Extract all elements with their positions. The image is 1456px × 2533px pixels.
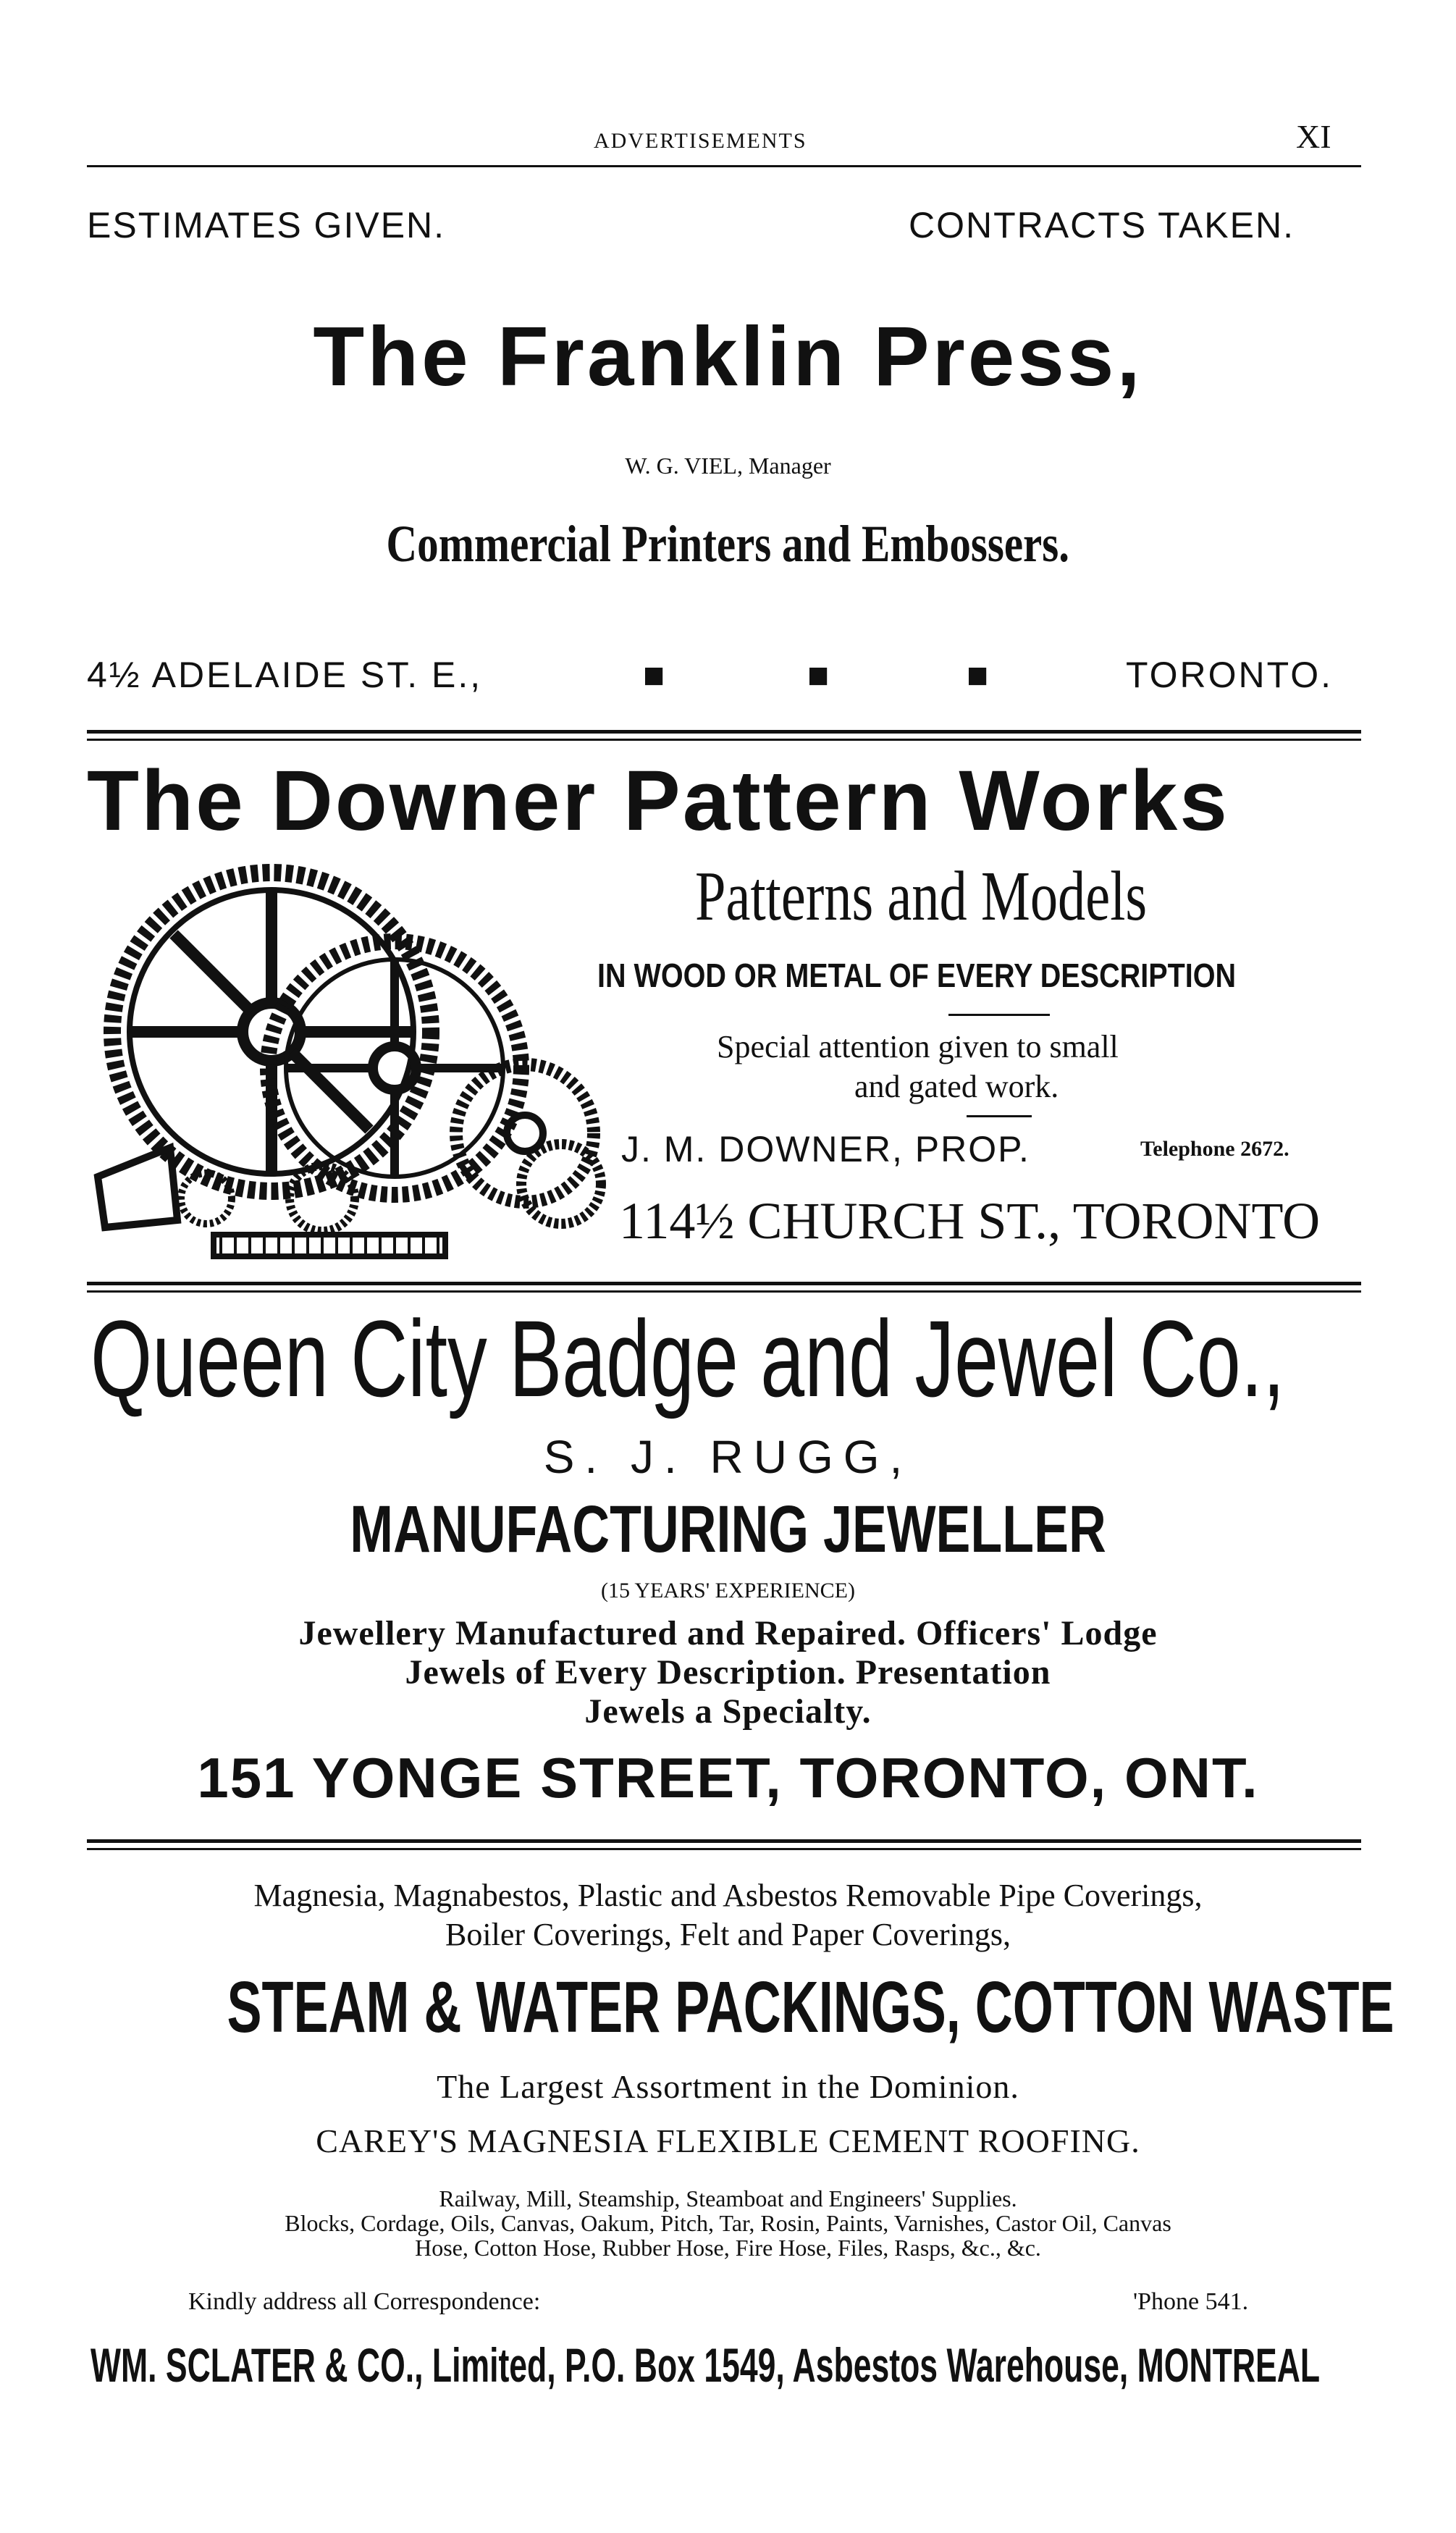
sclater-phone: 'Phone 541. — [1133, 2288, 1249, 2315]
queen-trade-text: MANUFACTURING JEWELLER — [350, 1492, 1106, 1566]
sclater-footer-text: WM. SCLATER & CO., Limited, P.O. Box 1549, Asbestos Warehouse, MONTREAL — [91, 2338, 1321, 2392]
contracts-taken: CONTRACTS TAKEN. — [909, 205, 1295, 245]
sclater-footer — [91, 2337, 1456, 2393]
divider-rule — [87, 730, 1361, 734]
queen-description-line: Jewels a Specialty. — [584, 1692, 872, 1731]
sclater-correspondence: Kindly address all Correspondence: — [188, 2288, 541, 2315]
divider-rule — [87, 739, 1361, 741]
queen-city-title — [91, 1296, 1456, 1421]
franklin-manager: W. G. VIEL, Manager — [625, 453, 831, 479]
sclater-headline-text: STEAM & WATER PACKINGS, COTTON WASTE — [227, 1967, 1394, 2048]
page-number: XI — [1296, 118, 1331, 155]
downer-patterns-models-text: Patterns and Models — [695, 857, 1148, 936]
divider-rule — [87, 1848, 1361, 1850]
divider-rule — [87, 1839, 1361, 1843]
franklin-city: TORONTO. — [1126, 655, 1334, 695]
franklin-trade-text: Commercial Printers and Embossers. — [386, 515, 1070, 573]
downer-short-rule — [948, 1014, 1050, 1016]
queen-experience: (15 YEARS' EXPERIENCE) — [601, 1579, 855, 1602]
downer-materials-text: IN WOOD OR METAL OF EVERY DESCRIPTION — [597, 957, 1237, 994]
franklin-dots: ■ — [807, 655, 830, 695]
downer-patterns-models — [695, 856, 1274, 937]
queen-owner: S. J. RUGG, — [543, 1431, 913, 1483]
queen-city-title-text: Queen City Badge and Jewel Co., — [91, 1298, 1285, 1419]
franklin-dots: ■ — [967, 655, 989, 695]
downer-short-rule — [967, 1115, 1032, 1117]
divider-rule — [87, 1282, 1361, 1285]
downer-materials — [597, 956, 1340, 995]
downer-special-attention: Special attention given to small — [717, 1029, 1119, 1064]
header-rule — [87, 165, 1361, 167]
sclater-supplies-line: Railway, Mill, Steamship, Steamboat and Engineers' Supplies. — [439, 2185, 1017, 2211]
queen-address: 151 YONGE STREET, TORONTO, ONT. — [197, 1746, 1259, 1810]
sclater-headline — [0, 1966, 1456, 2049]
franklin-dots: ■ — [643, 655, 665, 695]
franklin-trade — [0, 514, 1456, 574]
downer-address: 114½ CHURCH ST., TORONTO — [619, 1192, 1321, 1250]
sclater-coverings-line: Boiler Coverings, Felt and Paper Coverings, — [445, 1917, 1011, 1952]
sclater-assortment: The Largest Assortment in the Dominion. — [437, 2068, 1019, 2105]
downer-proprietor: J. M. DOWNER, PROP. — [621, 1129, 1030, 1169]
running-header: ADVERTISEMENTS — [594, 129, 807, 153]
franklin-press-title: The Franklin Press, — [313, 309, 1143, 403]
divider-rule — [87, 1290, 1361, 1293]
downer-gated-work: and gated work. — [854, 1069, 1059, 1104]
estimates-given: ESTIMATES GIVEN. — [87, 205, 446, 245]
sclater-supplies-line: Blocks, Cordage, Oils, Canvas, Oakum, Pitch, Tar, Rosin, Paints, Varnishes, Castor Oil, Canvas — [285, 2210, 1171, 2236]
downer-title: The Downer Pattern Works — [87, 753, 1229, 849]
queen-trade — [0, 1492, 1456, 1568]
queen-description-line: Jewels of Every Description. Presentation — [405, 1653, 1051, 1692]
franklin-address: 4½ ADELAIDE ST. E., — [87, 655, 483, 695]
sclater-coverings-line: Magnesia, Magnabestos, Plastic and Asbestos Removable Pipe Coverings, — [253, 1878, 1203, 1913]
sclater-roofing: CAREY'S MAGNESIA FLEXIBLE CEMENT ROOFING. — [316, 2122, 1140, 2159]
sclater-supplies-line: Hose, Cotton Hose, Rubber Hose, Fire Hose, Files, Rasps, &c., &c. — [415, 2235, 1041, 2261]
downer-telephone: Telephone 2672. — [1140, 1137, 1289, 1161]
gears-illustration-icon — [91, 858, 619, 1264]
queen-description-line: Jewellery Manufactured and Repaired. Officers' Lodge — [298, 1614, 1158, 1652]
